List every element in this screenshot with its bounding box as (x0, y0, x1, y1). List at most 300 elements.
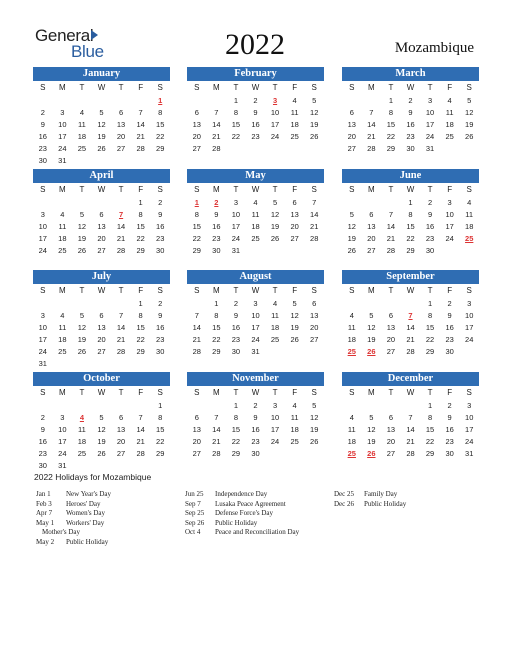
empty-day-cell (92, 400, 112, 412)
holiday-day-cell: 7 (118, 210, 124, 219)
day-cell: 12 (270, 210, 280, 219)
holiday-date: Jan 1 (36, 490, 51, 498)
day-cell: 14 (386, 222, 396, 231)
day-cell: 9 (427, 210, 433, 219)
day-cell: 25 (290, 437, 299, 446)
day-cell: 5 (312, 401, 317, 410)
day-cell: 12 (367, 323, 376, 332)
empty-day-cell (53, 95, 73, 107)
empty-day-cell (342, 400, 362, 412)
day-cell: 6 (194, 108, 199, 117)
day-cell: 31 (465, 449, 474, 458)
day-cell: 10 (465, 311, 474, 320)
day-cell: 9 (214, 210, 219, 219)
weekday-label: M (59, 83, 66, 92)
day-cell: 19 (347, 234, 356, 243)
day-cell: 10 (58, 120, 67, 129)
holiday-row (185, 500, 299, 510)
holiday-name: Public Holiday (364, 499, 407, 508)
weekday-label: M (213, 388, 220, 397)
weekday-label: T (388, 83, 394, 92)
holiday-row (36, 490, 111, 500)
day-cell: 6 (369, 210, 374, 219)
day-cell: 16 (231, 323, 241, 332)
day-cell: 27 (97, 347, 106, 356)
day-cell: 4 (292, 96, 297, 105)
day-cell: 23 (231, 335, 241, 344)
day-cell: 28 (406, 449, 415, 458)
day-cell: 17 (38, 335, 47, 344)
weekday-label: S (349, 286, 355, 295)
day-cell: 23 (156, 234, 165, 243)
holiday-day-cell: 3 (272, 96, 278, 105)
day-cell: 14 (116, 222, 126, 231)
weekday-label: F (447, 388, 453, 397)
day-cell: 20 (386, 335, 396, 344)
day-cell: 15 (212, 323, 221, 332)
weekday-label: F (138, 185, 144, 194)
day-cell: 18 (77, 437, 87, 446)
weekday-label: S (157, 286, 163, 295)
weekday-label: M (59, 286, 66, 295)
day-cell: 21 (386, 234, 396, 243)
day-cell: 10 (38, 222, 47, 231)
day-cell: 20 (97, 335, 106, 344)
weekday-label: M (368, 83, 375, 92)
day-cell: 18 (270, 323, 280, 332)
day-cell: 25 (58, 347, 67, 356)
weekday-label: W (97, 185, 106, 194)
month-november (187, 372, 324, 460)
day-cell: 26 (310, 437, 319, 446)
day-cell: 5 (369, 413, 374, 422)
weekday-label: T (272, 83, 278, 92)
day-cell: 16 (406, 120, 415, 129)
day-cell: 16 (156, 222, 165, 231)
day-cell: 10 (465, 413, 474, 422)
day-cell: 30 (212, 246, 221, 255)
weekday-label: W (251, 83, 260, 92)
day-cell: 17 (231, 222, 241, 231)
day-cell: 28 (212, 449, 221, 458)
empty-day-cell (362, 197, 382, 209)
day-cell: 26 (97, 449, 106, 458)
day-cell: 5 (79, 210, 84, 219)
holiday-day-cell: 2 (214, 198, 219, 207)
holiday-day-cell: 25 (347, 347, 356, 356)
weekday-label: T (427, 388, 433, 397)
day-cell: 23 (212, 234, 221, 243)
holiday-column (36, 490, 111, 548)
day-cell: 2 (427, 198, 433, 207)
day-cell: 10 (38, 323, 47, 332)
empty-day-cell (72, 95, 92, 107)
month-header: February (187, 67, 324, 81)
page-title-year: 2022 (225, 28, 285, 61)
day-cell: 30 (251, 449, 260, 458)
day-cell: 15 (231, 120, 241, 129)
weekday-label: F (447, 83, 453, 92)
weekday-label: M (368, 286, 375, 295)
day-cell: 14 (192, 323, 201, 332)
day-cell: 7 (214, 108, 219, 117)
day-cell: 7 (118, 311, 124, 320)
day-cell: 5 (99, 413, 104, 422)
day-cell: 9 (447, 311, 452, 320)
weekday-label: S (311, 185, 317, 194)
day-cell: 6 (118, 413, 124, 422)
day-cell: 18 (77, 132, 87, 141)
weekday-label: F (292, 185, 298, 194)
month-header: August (187, 270, 324, 284)
day-cell: 31 (425, 144, 435, 153)
day-cell: 19 (310, 120, 319, 129)
day-cell: 3 (272, 401, 278, 410)
day-cell: 8 (233, 413, 238, 422)
day-cell: 12 (77, 222, 87, 231)
empty-day-cell (342, 197, 362, 209)
weekday-header-row (33, 284, 170, 298)
day-cell: 15 (156, 120, 165, 129)
holiday-name: Lusaka Peace Agreement (215, 499, 286, 508)
day-cell: 18 (465, 222, 474, 231)
day-cell: 12 (77, 323, 87, 332)
day-cell: 19 (77, 234, 87, 243)
day-cell: 1 (388, 96, 393, 105)
holidays-title: 2022 Holidays for Mozambique (34, 472, 152, 482)
month-header: March (342, 67, 479, 81)
weekday-label: T (427, 83, 433, 92)
weekday-label: S (157, 388, 163, 397)
day-cell: 30 (406, 144, 415, 153)
empty-day-cell (72, 298, 92, 310)
holiday-date: May 1 (36, 518, 55, 527)
day-cell: 30 (38, 156, 47, 165)
empty-day-cell (92, 197, 112, 209)
day-cell: 4 (447, 96, 452, 105)
day-cell: 17 (465, 425, 474, 434)
empty-day-cell (33, 400, 53, 412)
day-cell: 24 (58, 144, 67, 153)
month-header: July (33, 270, 170, 284)
day-cell: 26 (465, 132, 474, 141)
weekday-header-row (187, 386, 324, 400)
day-cell: 13 (347, 120, 356, 129)
day-cell: 1 (233, 96, 238, 105)
day-cell: 2 (158, 198, 163, 207)
holiday-name: Independence Day (215, 490, 268, 498)
day-cell: 28 (386, 246, 396, 255)
weekday-label: T (233, 286, 239, 295)
empty-day-cell (131, 400, 151, 412)
day-cell: 11 (251, 210, 260, 219)
day-cell: 6 (292, 198, 297, 207)
day-cell: 29 (212, 347, 221, 356)
day-cell: 11 (347, 323, 356, 332)
day-cell: 1 (427, 401, 433, 410)
empty-day-cell (111, 197, 131, 209)
weekday-header-row (342, 284, 479, 298)
day-cell: 27 (116, 144, 126, 153)
weekday-label: S (349, 388, 355, 397)
holiday-row (36, 509, 111, 519)
day-cell: 25 (58, 246, 67, 255)
day-cell: 16 (445, 323, 454, 332)
brand-blue-text: Blue (71, 42, 104, 61)
day-cell: 7 (138, 108, 143, 117)
weekday-header-row (342, 183, 479, 197)
day-cell: 31 (231, 246, 241, 255)
weekday-label: S (194, 83, 200, 92)
day-cell: 31 (38, 359, 47, 368)
weekday-label: M (213, 286, 220, 295)
weekday-header-row (33, 183, 170, 197)
holiday-day-cell: 25 (465, 234, 474, 243)
day-cell: 3 (467, 401, 472, 410)
day-cell: 12 (290, 311, 299, 320)
day-cell: 8 (138, 311, 143, 320)
weekday-header-row (33, 386, 170, 400)
day-cell: 21 (116, 335, 126, 344)
weekday-label: W (97, 286, 106, 295)
day-cell: 26 (77, 246, 87, 255)
holiday-name: New Year's Day (66, 490, 112, 498)
day-cell: 29 (192, 246, 201, 255)
day-cell: 12 (367, 425, 376, 434)
day-cell: 29 (425, 347, 435, 356)
day-cell: 30 (231, 347, 241, 356)
day-cell: 11 (290, 413, 299, 422)
day-cell: 28 (136, 449, 145, 458)
day-cell: 24 (251, 335, 260, 344)
empty-day-cell (72, 197, 92, 209)
weekday-label: S (157, 83, 163, 92)
day-cell: 15 (231, 425, 241, 434)
weekday-label: S (194, 388, 200, 397)
day-cell: 5 (467, 96, 472, 105)
weekday-label: S (311, 83, 317, 92)
weekday-label: F (292, 83, 298, 92)
day-grid (33, 298, 170, 370)
weekday-label: T (388, 185, 394, 194)
day-cell: 24 (38, 347, 47, 356)
day-cell: 12 (347, 222, 356, 231)
month-june (342, 169, 479, 257)
holiday-date: Oct 4 (185, 528, 201, 537)
day-cell: 17 (38, 234, 47, 243)
day-cell: 3 (447, 198, 452, 207)
weekday-label: W (406, 388, 415, 397)
day-cell: 6 (99, 311, 104, 320)
day-cell: 9 (253, 413, 258, 422)
weekday-label: S (311, 286, 317, 295)
day-cell: 8 (158, 413, 163, 422)
day-cell: 2 (447, 401, 452, 410)
day-cell: 16 (251, 120, 260, 129)
empty-day-cell (401, 298, 421, 310)
day-cell: 1 (158, 401, 163, 410)
day-cell: 24 (425, 132, 435, 141)
day-cell: 19 (465, 120, 474, 129)
weekday-label: T (272, 185, 278, 194)
empty-day-cell (72, 400, 92, 412)
day-cell: 18 (347, 437, 356, 446)
day-cell: 13 (367, 222, 376, 231)
day-cell: 22 (425, 437, 435, 446)
weekday-label: W (406, 83, 415, 92)
weekday-label: S (466, 286, 472, 295)
day-cell: 29 (136, 347, 145, 356)
weekday-label: W (406, 286, 415, 295)
weekday-label: T (118, 185, 124, 194)
day-cell: 29 (156, 144, 165, 153)
day-cell: 21 (406, 335, 415, 344)
day-cell: 5 (272, 198, 278, 207)
day-cell: 2 (158, 299, 163, 308)
day-cell: 30 (38, 461, 47, 470)
day-cell: 29 (406, 246, 415, 255)
day-cell: 6 (388, 311, 393, 320)
empty-day-cell (362, 400, 382, 412)
day-cell: 27 (386, 347, 396, 356)
day-cell: 12 (97, 120, 106, 129)
weekday-header-row (342, 386, 479, 400)
day-cell: 27 (386, 449, 396, 458)
day-cell: 15 (156, 425, 165, 434)
holiday-row (36, 500, 111, 510)
holiday-date: Dec 25 (334, 490, 355, 498)
holiday-row (185, 519, 299, 529)
empty-day-cell (187, 298, 207, 310)
day-cell: 11 (290, 108, 299, 117)
weekday-label: S (466, 388, 472, 397)
weekday-label: T (427, 286, 433, 295)
day-cell: 28 (367, 144, 376, 153)
holiday-row (185, 528, 299, 538)
weekday-label: S (40, 83, 46, 92)
day-cell: 13 (386, 323, 396, 332)
day-cell: 25 (270, 335, 280, 344)
holiday-row (185, 490, 299, 500)
day-cell: 31 (251, 347, 260, 356)
weekday-header-row (187, 183, 324, 197)
day-cell: 2 (447, 299, 452, 308)
day-cell: 21 (367, 132, 376, 141)
weekday-label: T (272, 286, 278, 295)
day-cell: 7 (408, 413, 413, 422)
day-cell: 14 (136, 120, 145, 129)
day-cell: 11 (445, 108, 454, 117)
weekday-label: S (349, 83, 355, 92)
weekday-label: T (79, 286, 85, 295)
day-cell: 1 (427, 299, 433, 308)
day-cell: 22 (192, 234, 201, 243)
weekday-label: T (272, 388, 278, 397)
weekday-label: T (118, 286, 124, 295)
day-cell: 16 (38, 437, 47, 446)
day-cell: 5 (79, 311, 84, 320)
month-header: June (342, 169, 479, 183)
day-cell: 10 (251, 311, 260, 320)
day-cell: 8 (138, 210, 143, 219)
day-cell: 10 (425, 108, 435, 117)
day-cell: 14 (406, 425, 415, 434)
weekday-label: S (194, 185, 200, 194)
day-grid (33, 400, 170, 472)
day-cell: 22 (231, 437, 241, 446)
day-cell: 2 (40, 108, 45, 117)
holiday-name: Peace and Reconciliation Day (215, 528, 300, 537)
day-cell: 3 (60, 108, 65, 117)
day-cell: 27 (347, 144, 356, 153)
weekday-label: W (251, 286, 260, 295)
day-cell: 25 (77, 449, 87, 458)
day-cell: 23 (156, 335, 165, 344)
day-cell: 5 (349, 210, 354, 219)
holiday-row (36, 528, 111, 538)
day-cell: 3 (60, 413, 65, 422)
holiday-name: Defense Force's Day (215, 509, 274, 518)
empty-day-cell (92, 95, 112, 107)
day-cell: 12 (97, 425, 106, 434)
day-grid (187, 197, 324, 257)
day-cell: 11 (271, 311, 279, 320)
day-cell: 30 (156, 246, 165, 255)
day-cell: 30 (425, 246, 435, 255)
day-cell: 6 (349, 108, 354, 117)
holiday-name: Heroes' Day (66, 499, 101, 508)
holiday-column (334, 490, 406, 509)
month-july (33, 270, 170, 370)
day-cell: 20 (347, 132, 356, 141)
day-cell: 25 (290, 132, 299, 141)
day-cell: 21 (192, 335, 201, 344)
day-cell: 2 (253, 96, 258, 105)
empty-day-cell (207, 95, 227, 107)
weekday-label: T (233, 83, 239, 92)
day-cell: 27 (116, 449, 126, 458)
empty-day-cell (111, 95, 131, 107)
holiday-date: Feb 3 (36, 499, 52, 508)
brand-general-text: General (35, 26, 94, 45)
weekday-label: S (157, 185, 163, 194)
day-cell: 24 (465, 335, 474, 344)
day-cell: 29 (231, 449, 241, 458)
day-cell: 17 (465, 323, 474, 332)
day-cell: 7 (214, 413, 219, 422)
day-cell: 20 (310, 323, 319, 332)
month-august (187, 270, 324, 358)
weekday-label: T (118, 388, 124, 397)
day-cell: 13 (116, 120, 126, 129)
day-cell: 15 (425, 425, 435, 434)
day-cell: 23 (445, 335, 454, 344)
day-cell: 13 (192, 425, 201, 434)
weekday-label: W (251, 185, 260, 194)
day-cell: 6 (118, 108, 124, 117)
weekday-label: S (466, 185, 472, 194)
weekday-label: M (368, 388, 375, 397)
month-december (342, 372, 479, 460)
day-cell: 25 (445, 132, 454, 141)
empty-day-cell (53, 197, 73, 209)
day-cell: 22 (136, 335, 145, 344)
day-cell: 10 (231, 210, 241, 219)
holiday-day-cell: 25 (347, 449, 356, 458)
day-cell: 24 (231, 234, 241, 243)
day-cell: 9 (40, 120, 45, 129)
day-cell: 5 (312, 96, 317, 105)
